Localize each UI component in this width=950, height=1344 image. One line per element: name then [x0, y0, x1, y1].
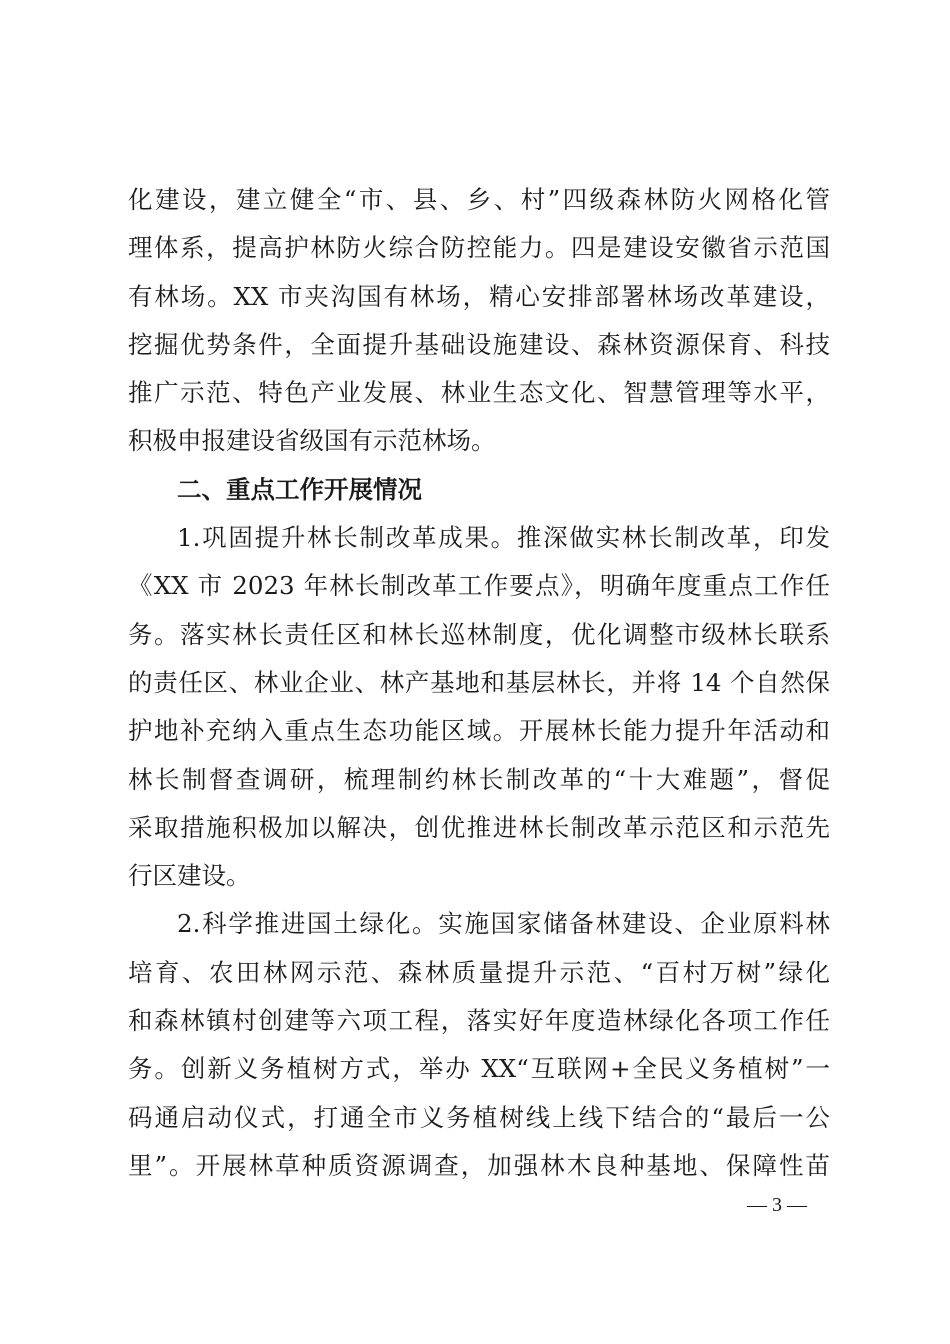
text-line: 培育、农田林网示范、森林质量提升示范、“百村万树”绿化: [128, 957, 830, 987]
text-line: 护地补充纳入重点生态功能区域。开展林长能力提升年活动和: [128, 716, 830, 746]
text-line: 务。落实林长责任区和林长巡林制度，优化调整市级林长联系: [128, 619, 830, 649]
text-line: 里”。开展林草种质资源调查，加强林木良种基地、保障性苗: [128, 1150, 830, 1180]
text-line: 理体系，提高护林防火综合防控能力。四是建设安徽省示范国: [128, 233, 830, 263]
text-line: 行区建设。: [128, 861, 251, 891]
text-line: 和森林镇村创建等六项工程，落实好年度造林绿化各项工作任: [128, 1006, 830, 1036]
text-line: 《XX 市 2023 年林长制改革工作要点》，明确年度重点工作任: [128, 571, 830, 601]
text-line: 1.巩固提升林长制改革成果。推深做实林长制改革，印发: [177, 523, 830, 553]
text-line: 有林场。XX 市夹沟国有林场，精心安排部署林场改革建设，: [128, 281, 830, 311]
text-line: 务。创新义务植树方式，举办 XX“互联网+全民义务植树”一: [128, 1054, 830, 1084]
text-line: 推广示范、特色产业发展、林业生态文化、智慧管理等水平，: [128, 378, 830, 408]
text-line: 积极申报建设省级国有示范林场。: [128, 426, 496, 456]
text-line: 的责任区、林业企业、林产基地和基层林长，并将 14 个自然保: [128, 667, 830, 697]
text-line: 码通启动仪式，打通全市义务植树线上线下结合的“最后一公: [128, 1102, 830, 1132]
body-text: [128, 176, 830, 1190]
text-line: 林长制督查调研，梳理制约林长制改革的“十大难题”，督促: [128, 764, 830, 794]
section-heading: 二、重点工作开展情况: [177, 474, 422, 504]
text-line: 采取措施积极加以解决，创优推进林长制改革示范区和示范先: [128, 812, 830, 842]
text-line: 挖掘优势条件，全面提升基础设施建设、森林资源保育、科技: [128, 329, 830, 359]
page-number: — 3 —: [747, 1194, 807, 1216]
text-line: 化建设，建立健全“市、县、乡、村”四级森林防火网格化管: [128, 185, 830, 214]
text-line: 2.科学推进国土绿化。实施国家储备林建设、企业原料林: [177, 909, 830, 939]
